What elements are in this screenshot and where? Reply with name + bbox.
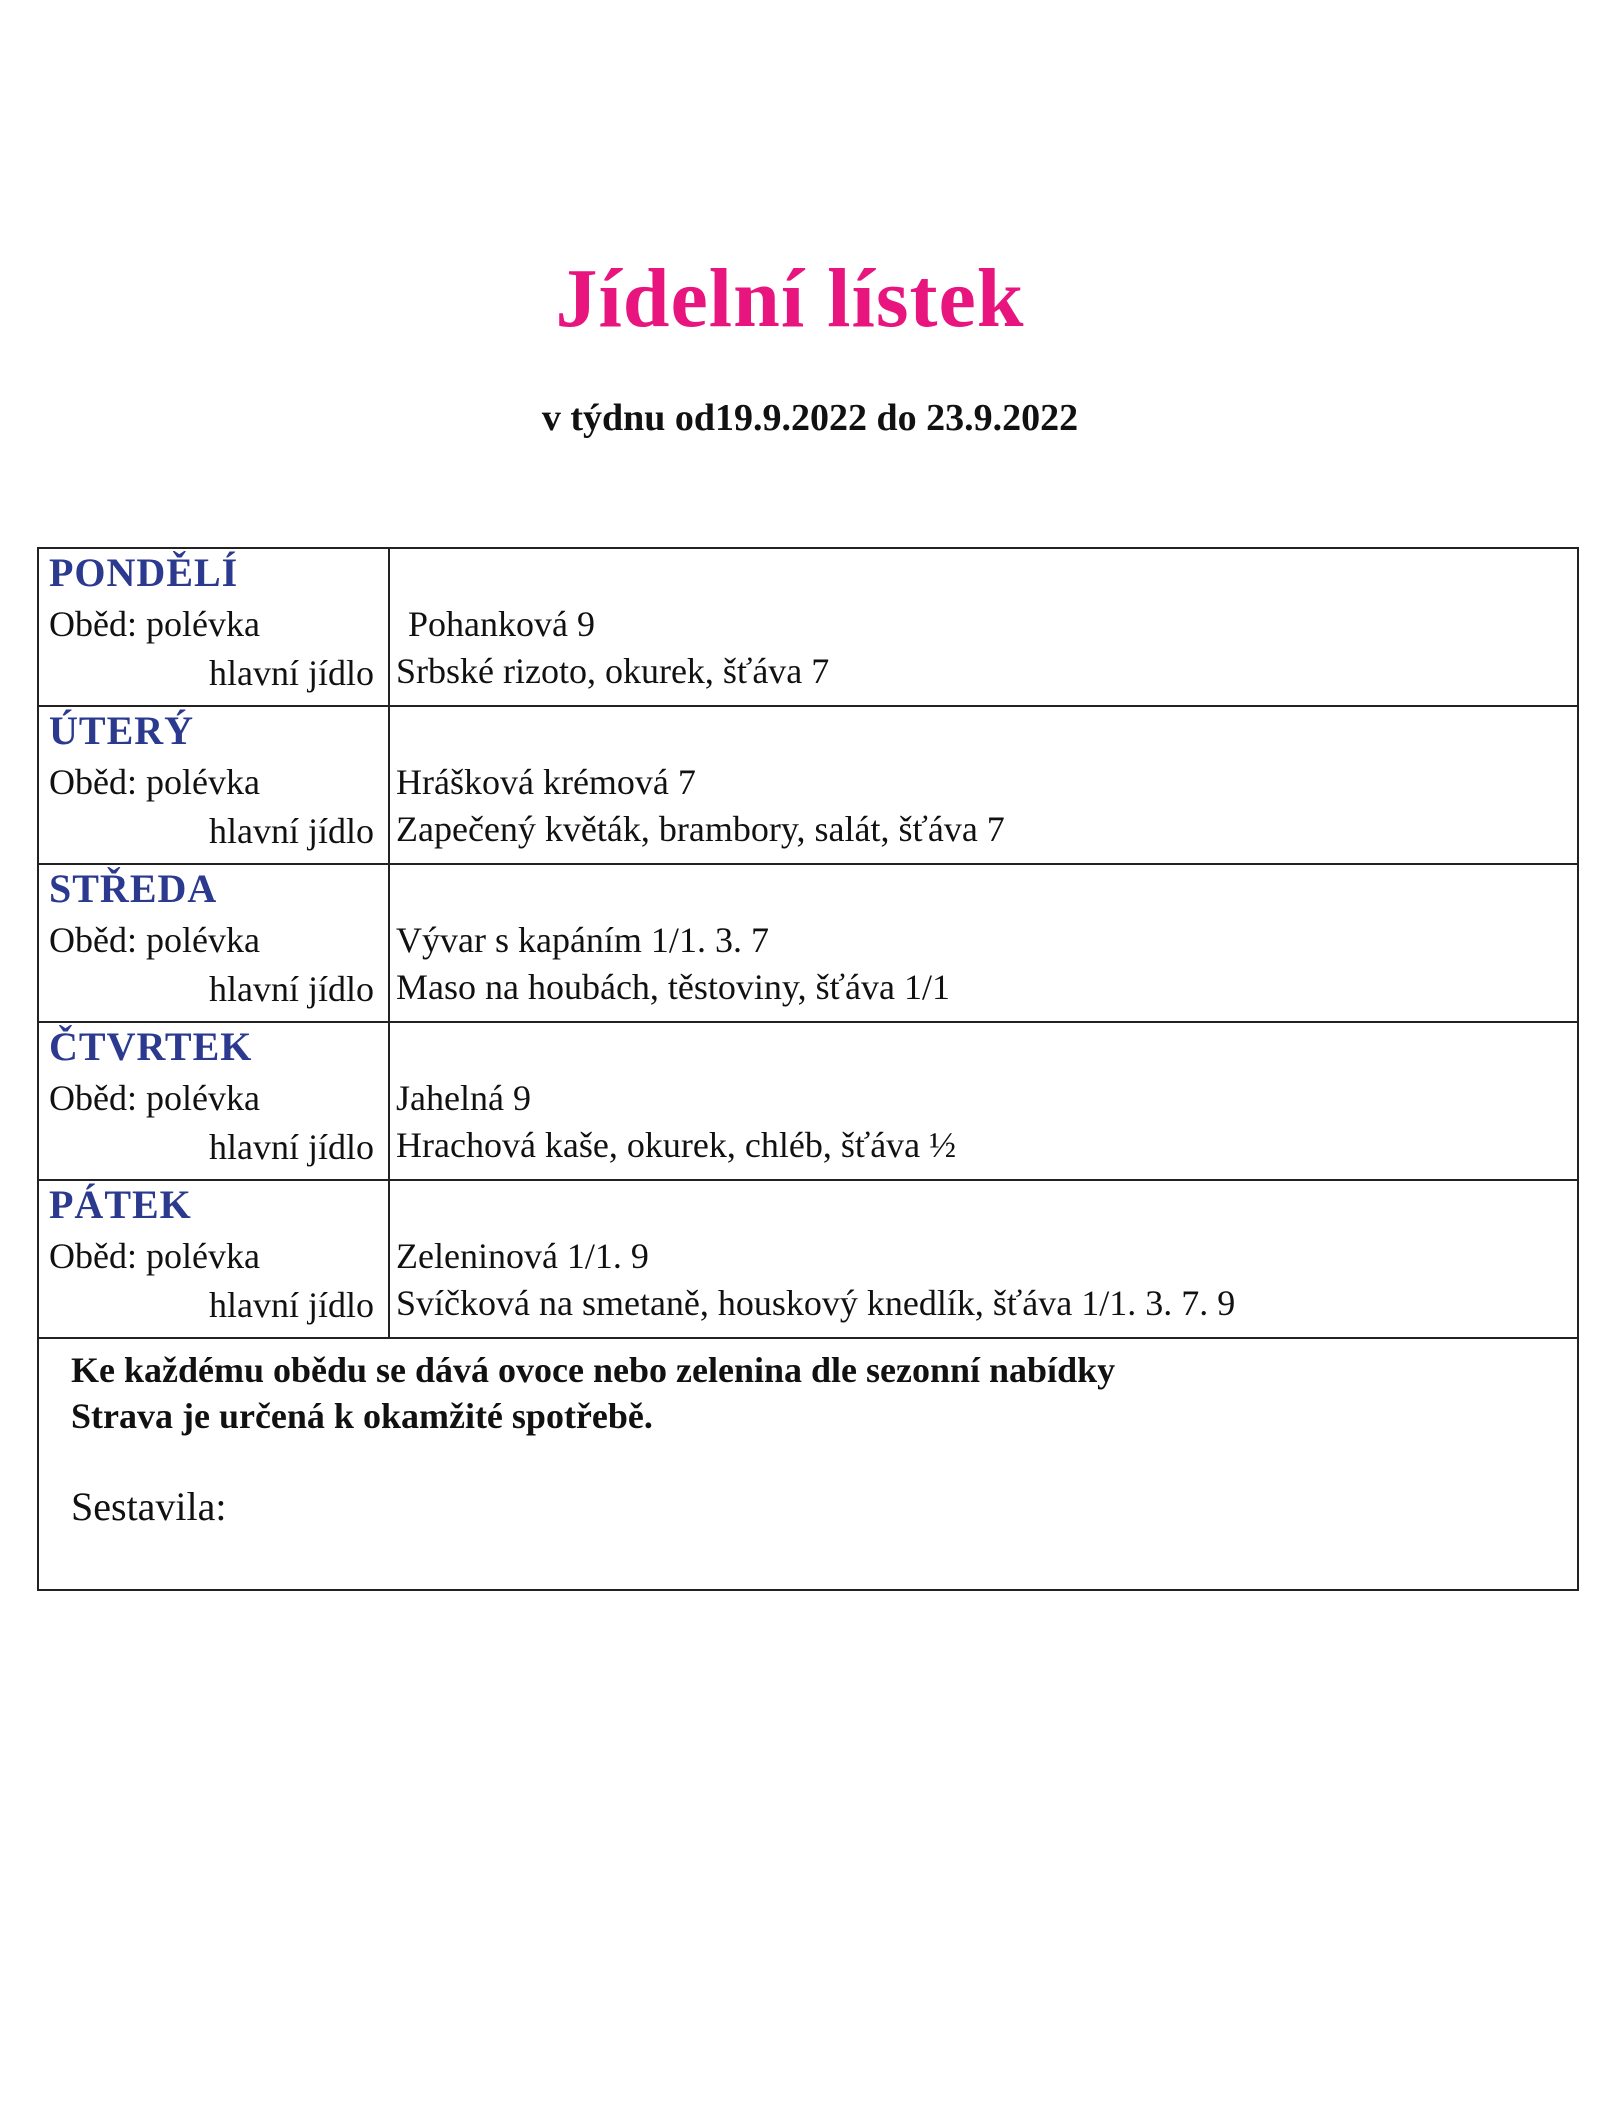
soup-dish: Zeleninová 1/1. 9 (396, 1236, 649, 1276)
soup-label: Oběd: polévka (49, 920, 260, 960)
day-row-wednesday (39, 865, 1577, 1023)
day-name: ČTVRTEK (49, 1024, 253, 1069)
soup-dish: Hrášková krémová 7 (396, 762, 696, 802)
day-label-cell (39, 1181, 390, 1337)
consumption-note: Strava je určená k okamžité spotřebě. (71, 1396, 653, 1436)
dish-cell (392, 1181, 1577, 1337)
main-dish-label: hlavní jídlo (209, 1127, 374, 1167)
soup-label: Oběd: polévka (49, 1236, 260, 1276)
day-name: STŘEDA (49, 866, 218, 911)
soup-dish: Vývar s kapáním 1/1. 3. 7 (396, 920, 769, 960)
soup-dish: Jahelná 9 (396, 1078, 531, 1118)
main-dish-label: hlavní jídlo (209, 969, 374, 1009)
day-label-cell (39, 707, 390, 863)
day-label-cell (39, 549, 390, 705)
menu-table (37, 547, 1579, 1591)
day-row-monday (39, 549, 1577, 707)
page-title: Jídelní lístek (555, 252, 1025, 345)
soup-label: Oběd: polévka (49, 1078, 260, 1118)
main-dish: Svíčková na smetaně, houskový knedlík, šťáva 1/1. 3. 7. 9 (396, 1283, 1236, 1323)
soup-label: Oběd: polévka (49, 604, 260, 644)
dish-cell (392, 865, 1577, 1021)
soup-dish: Pohanková 9 (408, 604, 595, 644)
day-row-friday (39, 1181, 1577, 1339)
day-name: PÁTEK (49, 1182, 192, 1227)
day-name: PONDĚLÍ (49, 550, 239, 595)
day-name: ÚTERÝ (49, 708, 195, 753)
main-dish: Srbské rizoto, okurek, šťáva 7 (396, 651, 830, 691)
day-label-cell (39, 1023, 390, 1179)
main-dish-label: hlavní jídlo (209, 653, 374, 693)
seasonal-note: Ke každému obědu se dává ovoce nebo zelenina dle sezonní nabídky (71, 1350, 1116, 1390)
main-dish: Zapečený květák, brambory, salát, šťáva 7 (396, 809, 1005, 849)
day-row-tuesday (39, 707, 1577, 865)
day-row-thursday (39, 1023, 1577, 1181)
day-label-cell (39, 865, 390, 1021)
dish-cell (392, 1023, 1577, 1179)
footer-cell (39, 1341, 1577, 1591)
soup-label: Oběd: polévka (49, 762, 260, 802)
main-dish-label: hlavní jídlo (209, 811, 374, 851)
main-dish: Hrachová kaše, okurek, chléb, šťáva ½ (396, 1125, 957, 1165)
main-dish-label: hlavní jídlo (209, 1285, 374, 1325)
dish-cell (392, 549, 1577, 705)
dish-cell (392, 707, 1577, 863)
signature-label: Sestavila: (71, 1484, 227, 1529)
week-range: v týdnu od19.9.2022 do 23.9.2022 (541, 397, 1079, 439)
main-dish: Maso na houbách, těstoviny, šťáva 1/1 (396, 967, 950, 1007)
